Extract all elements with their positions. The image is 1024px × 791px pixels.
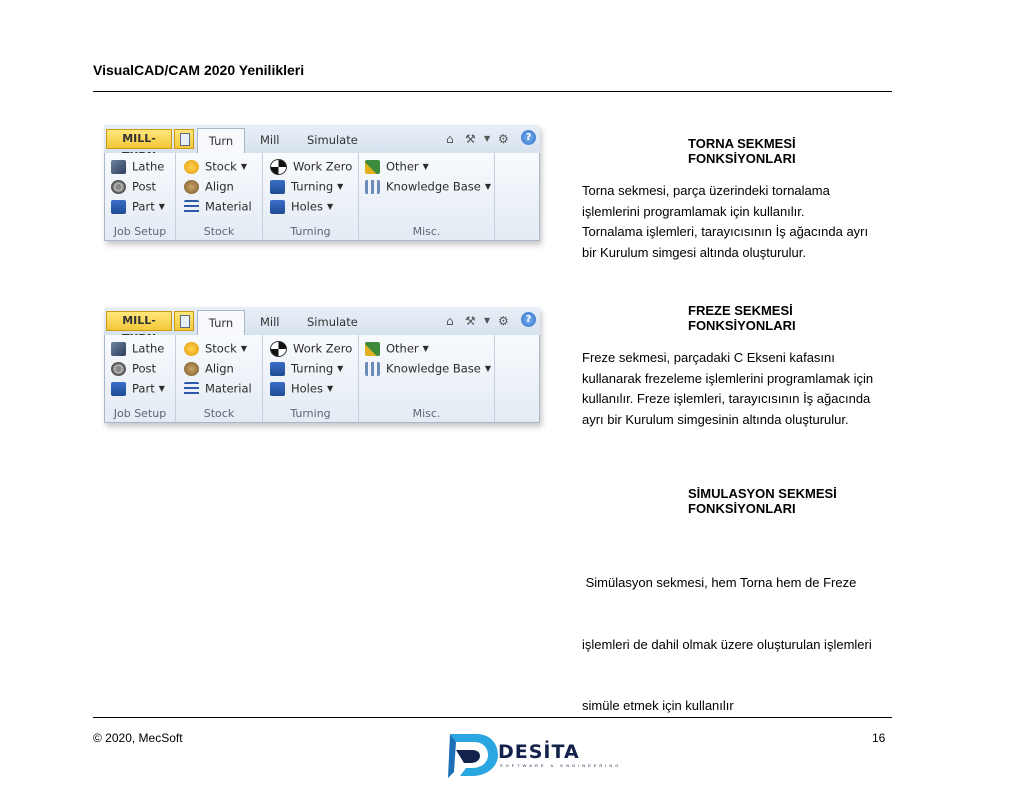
lathe-button[interactable]: Lathe: [111, 157, 164, 175]
home-icon[interactable]: ⌂: [446, 314, 454, 328]
holes-button[interactable]: Holes ▼: [270, 379, 333, 397]
chevron-down-icon[interactable]: ▼: [484, 134, 491, 143]
align-icon: [184, 362, 199, 376]
section-text-simulate: Simülasyon sekmesi, hem Torna hem de Freze işlemleri de dahil olmak üzere oluşturulan işlemleri simüle etmek için kullanılır: [582, 575, 872, 713]
ribbon-screenshot-turn: [104, 125, 540, 241]
group-label-stock: Stock: [203, 225, 235, 238]
lathe-button[interactable]: Lathe: [111, 339, 164, 357]
work-zero-button[interactable]: Work Zero: [270, 339, 352, 357]
part-icon: [111, 382, 126, 396]
part-button[interactable]: Part ▼: [111, 197, 165, 215]
other-icon: [365, 342, 380, 356]
tab-simulate[interactable]: Simulate: [307, 133, 358, 147]
tab-turn[interactable]: Turn: [197, 310, 245, 336]
tab-mill[interactable]: Mill: [260, 133, 280, 147]
group-label-turning: Turning: [290, 407, 331, 420]
gear-icon[interactable]: ⚙: [498, 132, 509, 146]
group-label-job-setup: Job Setup: [113, 225, 167, 238]
hammer-icon[interactable]: ⚒: [465, 132, 476, 146]
home-icon[interactable]: ⌂: [446, 132, 454, 146]
turning-icon: [270, 362, 285, 376]
post-button[interactable]: Post: [111, 359, 156, 377]
material-icon: [184, 382, 199, 396]
part-button[interactable]: Part ▼: [111, 379, 165, 397]
turning-icon: [270, 180, 285, 194]
holes-icon: [270, 382, 285, 396]
knowledge-base-button[interactable]: Knowledge Base ▼: [365, 359, 491, 377]
knowledge-base-button[interactable]: Knowledge Base ▼: [365, 177, 491, 195]
holes-icon: [270, 200, 285, 214]
group-label-job-setup: Job Setup: [113, 407, 167, 420]
other-icon: [365, 160, 380, 174]
work-zero-icon: [270, 341, 287, 357]
group-label-turning: Turning: [290, 225, 331, 238]
turning-button[interactable]: Turning ▼: [270, 177, 343, 195]
group-stock: [176, 335, 263, 422]
gear-icon[interactable]: ⚙: [498, 314, 509, 328]
group-stock: [176, 153, 263, 240]
page-number: 16: [872, 731, 886, 745]
mill-turn-app-button[interactable]: MILL-: [106, 311, 172, 331]
document-title: VisualCAD/CAM 2020 Yenilikleri: [93, 62, 305, 78]
post-icon: [111, 362, 126, 376]
stock-icon: [184, 342, 199, 356]
stock-button[interactable]: Stock ▼: [184, 339, 247, 357]
post-icon: [111, 180, 126, 194]
knowledge-base-icon: [365, 180, 380, 194]
logo-text: DESİTA: [498, 741, 580, 763]
section-heading-turn: TORNA SEKMESİ FONKSİYONLARI: [688, 136, 796, 166]
group-label-stock: Stock: [203, 407, 235, 420]
lathe-icon: [111, 160, 126, 174]
tab-simulate[interactable]: Simulate: [307, 315, 358, 329]
section-heading-mill: FREZE SEKMESİ FONKSİYONLARI: [688, 303, 796, 333]
work-zero-button[interactable]: Work Zero: [270, 157, 352, 175]
ribbon-tab-bar: [104, 125, 540, 153]
logo-subtext: SOFTWARE & ENGINEERING: [500, 763, 622, 768]
help-icon[interactable]: ?: [521, 130, 536, 145]
material-icon: [184, 200, 199, 214]
group-misc: [359, 153, 495, 240]
chevron-down-icon[interactable]: ▼: [484, 316, 491, 325]
group-turning: [263, 335, 359, 422]
help-icon[interactable]: ?: [521, 312, 536, 327]
section-text-mill: Freze sekmesi, parçadaki C Ekseni kafasını kullanarak frezeleme işlemlerini programlamak için kullanılır. Freze işlemleri, tarayıcısının İş ağacında ayrı bir Kurulum simgesinin altında oluşturulur.: [582, 350, 874, 427]
lathe-icon: [111, 342, 126, 356]
knowledge-base-icon: [365, 362, 380, 376]
other-button[interactable]: Other ▼: [365, 157, 429, 175]
part-icon: [111, 200, 126, 214]
stock-button[interactable]: Stock ▼: [184, 157, 247, 175]
align-icon: [184, 180, 199, 194]
holes-button[interactable]: Holes ▼: [270, 197, 333, 215]
turning-button[interactable]: Turning ▼: [270, 359, 343, 377]
ribbon-tab-bar: [104, 307, 540, 335]
group-label-misc: Misc.: [412, 407, 441, 420]
quick-access-icon[interactable]: [174, 129, 194, 149]
align-button[interactable]: Align: [184, 359, 234, 377]
post-button[interactable]: Post: [111, 177, 156, 195]
quick-access-icon[interactable]: [174, 311, 194, 331]
footer-rule: [93, 717, 892, 718]
section-heading-simulate: SİMULASYON SEKMESİ FONKSİYONLARI: [688, 486, 837, 516]
group-misc: [359, 335, 495, 422]
section-text-turn: Torna sekmesi, parça üzerindeki tornalama işlemlerini programlamak için kullanılır. Tornalama işlemleri, tarayıcısının İş ağacında ayrı bir Kurulum simgesi altında oluşturulur.: [582, 183, 869, 260]
stock-icon: [184, 160, 199, 174]
copyright-text: © 2020, MecSoft: [93, 731, 183, 745]
group-turning: [263, 153, 359, 240]
header-rule: [93, 91, 892, 92]
group-label-misc: Misc.: [412, 225, 441, 238]
work-zero-icon: [270, 159, 287, 175]
other-button[interactable]: Other ▼: [365, 339, 429, 357]
hammer-icon[interactable]: ⚒: [465, 314, 476, 328]
group-job-setup: [105, 335, 176, 422]
tab-turn[interactable]: Turn: [197, 128, 245, 154]
mill-turn-app-button[interactable]: MILL-: [106, 129, 172, 149]
tab-mill[interactable]: Mill: [260, 315, 280, 329]
material-button[interactable]: Material: [184, 197, 252, 215]
align-button[interactable]: Align: [184, 177, 234, 195]
material-button[interactable]: Material: [184, 379, 252, 397]
group-job-setup: [105, 153, 176, 240]
ribbon-screenshot-mill: [104, 307, 540, 423]
